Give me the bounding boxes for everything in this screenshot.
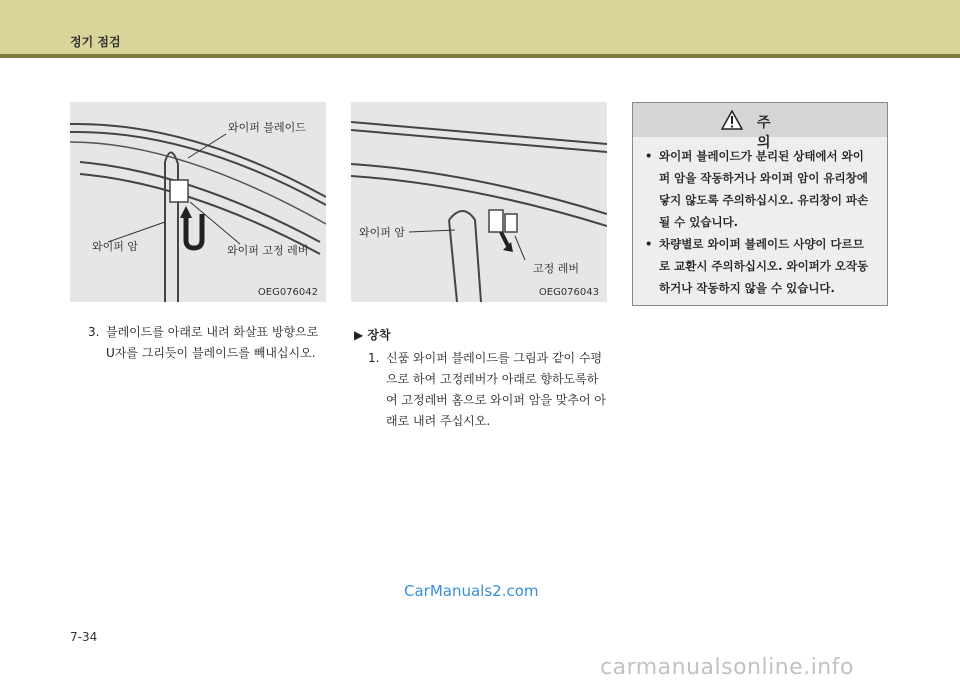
watermark-link[interactable]: CarManuals2.com (404, 582, 539, 600)
caution-title: 주 의 (757, 115, 809, 151)
step-line: 래로 내려 주십시오. (386, 414, 491, 428)
section-heading-install: ▶ 장착 (354, 328, 391, 342)
header-divider (0, 54, 960, 58)
step-line: 블레이드를 아래로 내려 화살표 방향으로 (106, 325, 319, 339)
caution-line: 하거나 작동하지 않을 수 있습니다. (659, 281, 835, 295)
bullet-icon: • (645, 149, 653, 163)
caution-line: 차량별로 와이퍼 블레이드 사양이 다르므 (659, 237, 864, 251)
caution-list (645, 145, 881, 299)
page-number: 7-34 (70, 630, 98, 644)
label-wiper-blade: 와이퍼 블레이드 (228, 121, 306, 134)
step-line: 신품 와이퍼 블레이드를 그림과 같이 수평 (386, 351, 603, 365)
label-lock-lever: 고정 레버 (533, 262, 580, 275)
caution-line: 닿지 않도록 주의하십시오. 유리창이 파손 (659, 193, 869, 207)
caution-line: 될 수 있습니다. (659, 215, 739, 229)
footer-watermark: carmanualsonline.info (600, 655, 854, 680)
step-3 (88, 322, 338, 364)
label-wiper-arm: 와이퍼 암 (359, 226, 406, 239)
caution-item (645, 145, 881, 233)
install-step-1 (368, 348, 618, 432)
figure-blade-removal (70, 102, 326, 302)
caution-line: 로 교환시 주의하십시오. 와이퍼가 오작동 (659, 259, 869, 273)
step-line: 여 고정레버 홈으로 와이퍼 암을 맞추어 아 (386, 393, 606, 407)
caution-header (633, 103, 887, 151)
step-line: U자를 그리듯이 블레이드를 빼내십시오. (106, 346, 316, 360)
figure-code: OEG076043 (538, 287, 599, 298)
caution-line: 와이퍼 블레이드가 분리된 상태에서 와이 (659, 149, 864, 163)
warning-triangle-icon (721, 110, 743, 130)
header-title: 정기 점검 (70, 35, 121, 49)
page-header (0, 0, 960, 54)
label-wiper-arm: 와이퍼 암 (92, 240, 139, 253)
caution-line: 퍼 암을 작동하거나 와이퍼 암이 유리창에 (659, 171, 868, 185)
step-line: 으로 하여 고정레버가 아래로 향하도록하 (386, 372, 599, 386)
bullet-icon: • (645, 237, 653, 251)
step-number: 1. (368, 351, 380, 365)
label-wiper-lever: 와이퍼 고정 레버 (227, 244, 309, 257)
figure-blade-install (351, 102, 607, 302)
figure-code: OEG076042 (257, 287, 318, 298)
step-number: 3. (88, 325, 100, 339)
caution-item (645, 233, 881, 299)
caution-box (632, 102, 888, 306)
